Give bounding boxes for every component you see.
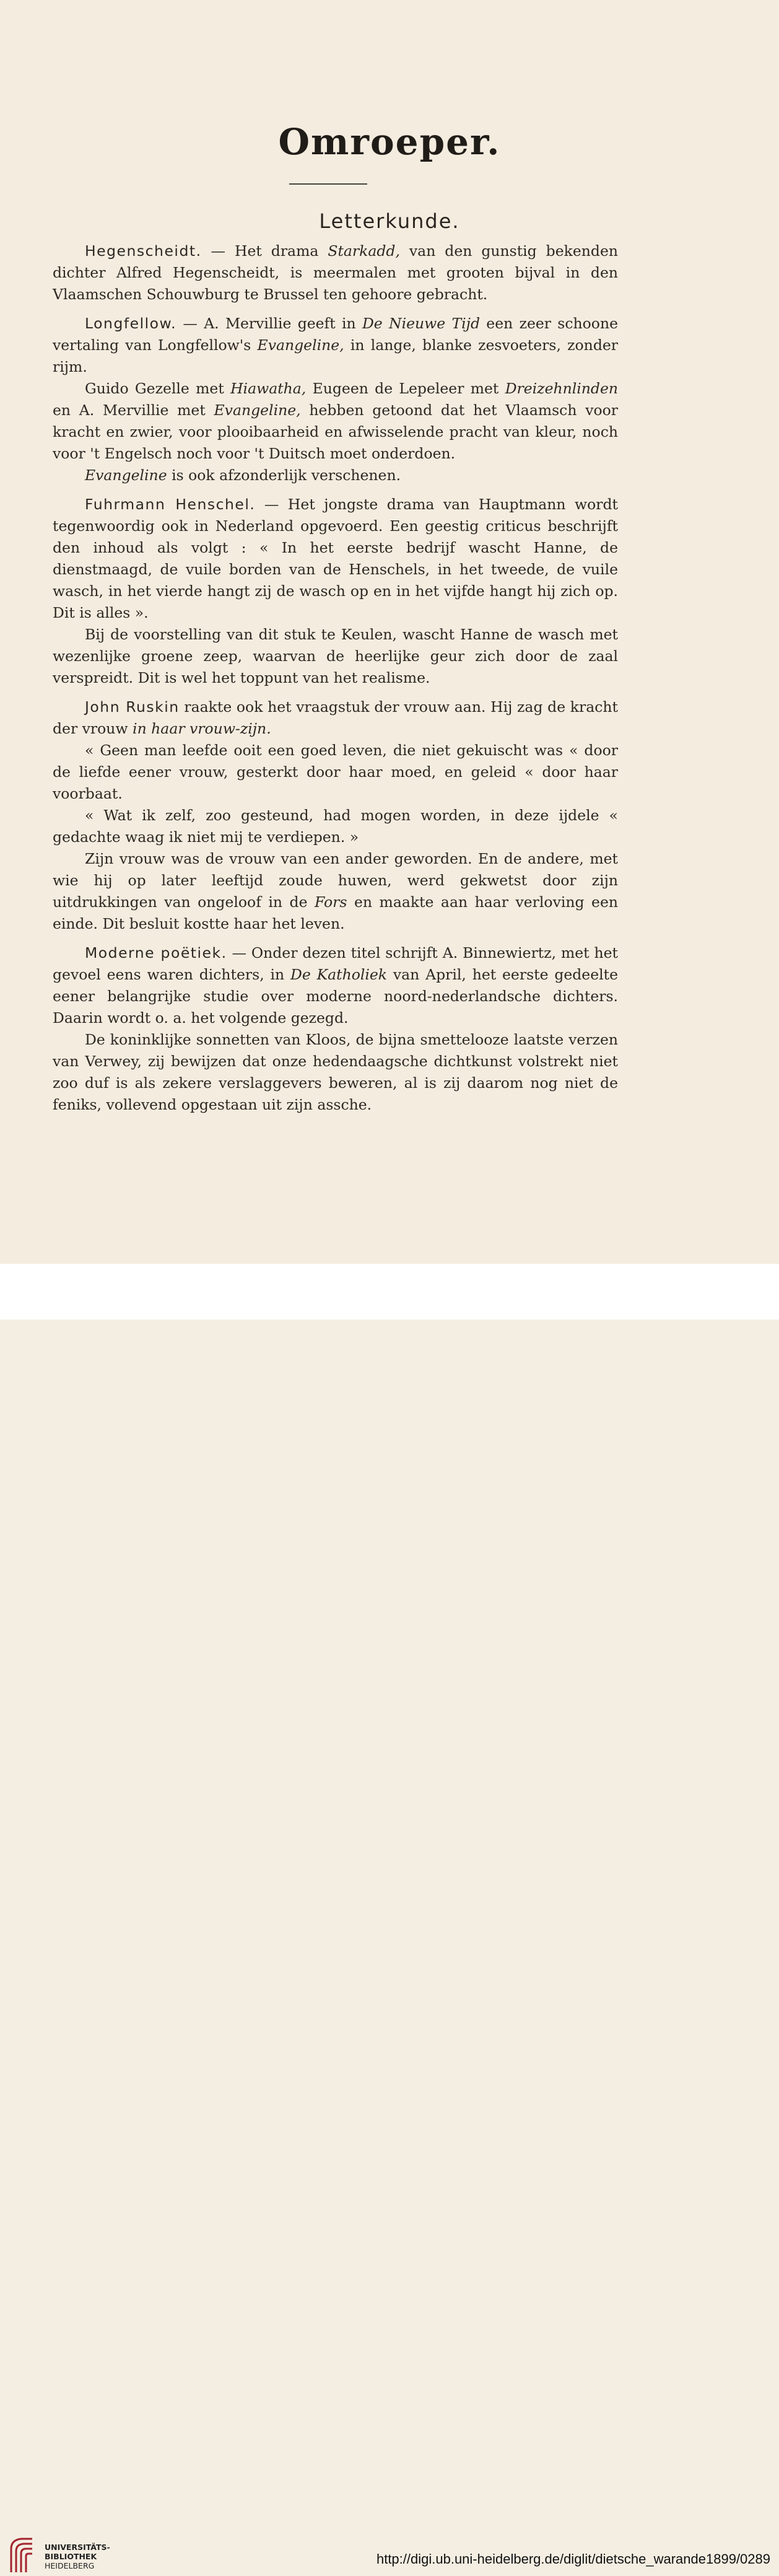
paragraph-text: — Het drama: [201, 242, 328, 260]
paragraph-lead-term: Hegenscheidt.: [85, 242, 202, 260]
italic-title: Hiawatha,: [230, 380, 307, 397]
page-title: Omroeper.: [278, 121, 501, 163]
paragraph-text: en A. Mervillie met: [53, 401, 214, 419]
library-name: [45, 2543, 110, 2570]
paragraph-text: Guido Gezelle met: [85, 380, 231, 397]
paragraph: [53, 624, 618, 689]
italic-title: De Katholiek: [290, 966, 388, 983]
paragraph-text: raakte ook het vraagstuk der vrouw aan. Hij zag de kracht der vrouw: [53, 698, 618, 737]
italic-title: Dreizehnlinden: [505, 380, 618, 397]
italic-title: Evangeline,: [257, 336, 344, 354]
italic-title: Starkadd,: [328, 242, 400, 260]
paragraph-text: Bij de voorstelling van dit stuk te Keulen, wascht Hanne de wasch met wezenlijke groene zeep, waarvan de heerlijke geur zich door de zaal verspreidt. Dit is wel het toppunt van het realisme.: [53, 626, 618, 686]
paragraph: [53, 848, 618, 935]
paragraph-text: en maakte aan haar verloving een einde. Dit besluit kostte haar het leven.: [53, 893, 618, 932]
paragraph-text: hebben getoond dat het Vlaamsch voor kracht en zwier, voor plooibaarheid en afwisselende pracht van kleur, noch voor 't Engelsch noch voor 't Duitsch moet onderdoen.: [53, 401, 619, 462]
italic-title: in haar vrouw-zijn.: [133, 720, 271, 737]
paragraph: [53, 805, 618, 848]
paragraph: [53, 1029, 618, 1116]
paragraph-text: Zijn vrouw was de vrouw van een ander geworden. En de andere, met wie hij op later leeftijd zoude huwen, werd gekwetst door zijn uitdrukkingen van ongeloof in de: [53, 850, 618, 911]
book-page: [0, 0, 779, 1264]
paragraph-text: van April, het eerste gedeelte eener belangrijke studie over moderne noord-nederlandsche dichters. Daarin wordt o. a. het volgende gezegd.: [53, 966, 618, 1027]
paragraph: [53, 740, 618, 805]
paragraph-text: « Wat ik zelf, zoo gesteund, had mogen worden, in deze ijdele « gedachte waag ik niet mij te verdiepen. »: [53, 807, 618, 846]
paragraph-text: — Het jongste drama van Hauptmann wordt tegenwoordig ook in Nederland opgevoerd. Een geestig criticus beschrijft den inhoud als volgt : « In het eerste bedrijf wascht Hanne, de dienstmaagd, de vuile borden van de Henschels, in het tweede, de vuile wasch, in het vierde hangt zij de wasch op en in het vijfde hangt hij zich op. Dit is alles ».: [53, 496, 619, 621]
library-name-line: HEIDELBERG: [45, 2561, 95, 2570]
paragraph-text: Eugeen de Lepeleer met: [306, 380, 505, 397]
italic-title: Fors: [315, 893, 347, 911]
paragraph-text: « Geen man leefde ooit een goed leven, die niet gekuischt was « door de liefde eener vrouw, gesterkt door haar moed, en geleid « door haar voorbaat.: [53, 742, 618, 802]
paragraph-text: De koninklijke sonnetten van Kloos, de bijna smetteloozе laatste verzen van Verwey, zij bewijzen dat onze hedendaagsche dichtkunst volstrekt niet zoo duf is als zekere verslaggevers beweren, al is zij daarom nog niet de feniks, vollevend opgestaan uit zijn assche.: [53, 1031, 618, 1113]
paragraph: [53, 378, 618, 465]
paragraph: [53, 494, 618, 624]
paragraph-text: van den gunstig bekenden dichter Alfred Hegenscheidt, is meermalen met grooten bijval in den Vlaamschen Schouwburg te Brussel ten gehoore gebracht.: [53, 242, 618, 303]
paragraph-text: — Onder dezen titel schrijft A. Binnewiertz, met het gevoel eens waren dichters, in: [53, 944, 618, 983]
section-heading: Letterkunde.: [319, 209, 460, 233]
title-divider: [289, 183, 367, 185]
paragraph-text: een zeer schoone vertaling van Longfellow's: [53, 315, 618, 354]
paragraph-text: — A. Mervillie geeft in: [176, 315, 362, 332]
paragraph: [53, 240, 618, 305]
italic-title: Evangeline,: [214, 401, 301, 419]
paragraph-lead-term: Fuhrmann Henschel.: [85, 496, 256, 513]
paragraph: [53, 696, 618, 740]
paragraph-text: is ook afzonderlijk verschenen.: [167, 467, 401, 484]
italic-title: Evangeline: [85, 467, 167, 484]
library-name-line: BIBLIOTHEK: [45, 2552, 97, 2561]
footer-bar: [0, 1264, 779, 2570]
library-name-line: UNIVERSITÄTS-: [45, 2543, 110, 2552]
italic-title: De Nieuwe Tijd: [362, 315, 480, 332]
article-body: [53, 240, 618, 1116]
paragraph: [53, 465, 618, 486]
paragraph-text: in lange, blanke zesvoeters, zonder rijm.: [53, 336, 619, 375]
paragraph: [53, 313, 618, 378]
paragraph-lead-term: Longfellow.: [85, 315, 177, 332]
paragraph-lead-term: John Ruskin: [85, 698, 180, 716]
source-url-link[interactable]: http://digi.ub.uni-heidelberg.de/diglit/dietsche_warande1899/0289: [376, 2551, 770, 2567]
paragraph-lead-term: Moderne poëtiek.: [85, 944, 227, 962]
paragraph: [53, 942, 618, 1029]
university-library-logo-icon: [7, 2535, 38, 2576]
